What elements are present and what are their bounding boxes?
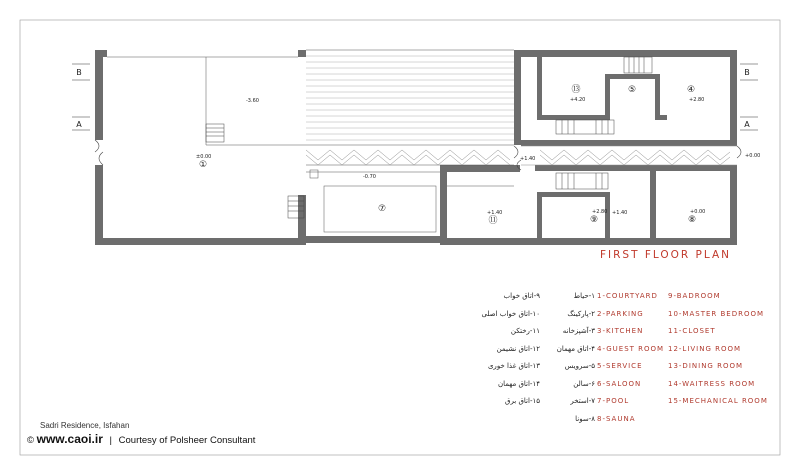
copyright-symbol: © <box>27 435 34 446</box>
legend-item: 3-KITCHEN <box>597 327 644 335</box>
legend-item: 8-SAUNA <box>597 414 636 423</box>
legend-item: ۱۳-اتاق غذا خوری <box>487 362 540 370</box>
site-link[interactable]: www.caoi.ir <box>36 432 103 446</box>
room-marker-pool: ⑦ <box>377 204 387 214</box>
legend-english-column-a <box>597 288 664 428</box>
plan-title: FIRST FLOOR PLAN <box>600 249 731 261</box>
thin-lines <box>107 50 514 232</box>
legend-item: 13-DINING ROOM <box>668 362 743 370</box>
legend-persian-column-a <box>481 288 540 411</box>
room-marker-courtyard: ① <box>198 160 208 170</box>
legend-item: ۱۵-اتاق برق <box>505 397 540 405</box>
section-a-left: A <box>76 120 82 129</box>
level-label: +0.00 <box>745 153 761 159</box>
room-marker-dining: ⑬ <box>571 85 581 95</box>
legend-item: ۱-حیاط <box>573 292 595 300</box>
legend-item: 6-SALOON <box>597 379 642 388</box>
legend-item: 5-SERVICE <box>597 362 643 370</box>
legend-item: 4-GUEST ROOM <box>597 344 665 353</box>
legend-item: 2-PARKING <box>597 309 644 318</box>
legend-item: 7-POOL <box>597 397 630 405</box>
level-label: +1.40 <box>487 210 503 216</box>
ramp-stripes <box>306 56 514 140</box>
room-marker-sauna: ⑧ <box>687 215 697 225</box>
legend-english-column-b <box>668 288 768 411</box>
legend-item: ۸-سونا <box>575 414 595 423</box>
legend-item: 1-COURTYARD <box>597 292 658 300</box>
legend-item: ۱۲-اتاق نشیمن <box>496 344 540 353</box>
legend-item: 11-CLOSET <box>668 327 716 335</box>
section-b-left: B <box>76 68 82 77</box>
room-marker-closet: ⑪ <box>488 216 498 226</box>
legend-item: 9-BADROOM <box>668 292 721 300</box>
legend-item: ۱۴-اتاق مهمان <box>497 379 540 388</box>
level-label: +4.20 <box>570 97 586 103</box>
legend-item: 14-WAITRESS ROOM <box>668 379 756 388</box>
legend-item: ۵-سرویس <box>564 362 595 370</box>
credit-separator: | <box>109 435 112 446</box>
legend-item: ۹-اتاق خواب <box>503 292 540 300</box>
level-label: ±0.00 <box>196 154 212 160</box>
legend-item: ۷-استخر <box>570 397 595 405</box>
legend-item: 12-LIVING ROOM <box>668 344 742 353</box>
project-caption: Sadri Residence, Isfahan <box>40 421 130 430</box>
level-label: +1.40 <box>612 210 628 216</box>
level-label: +1.40 <box>520 156 536 162</box>
level-label: +2.80 <box>689 97 705 103</box>
credit-line <box>27 432 255 446</box>
room-marker-bedroom: ⑨ <box>589 215 599 225</box>
section-b-right: B <box>744 68 750 77</box>
legend-item: 10-MASTER BEDROOM <box>668 309 765 318</box>
room-marker-service: ⑤ <box>627 85 637 95</box>
legend-item: ۱۱-رختکن <box>510 327 540 335</box>
legend-item: ۴-اتاق مهمان <box>556 344 595 353</box>
level-label: -0.70 <box>363 174 376 180</box>
credit-text: Courtesy of Polsheer Consultant <box>118 435 256 446</box>
legend-persian-column-b <box>545 288 595 428</box>
walls <box>95 50 737 245</box>
legend-item: ۱۰-اتاق خواب اصلی <box>481 309 540 318</box>
legend-item: ۶-سالن <box>573 379 595 388</box>
legend-item: ۳-آشپزخانه <box>562 327 595 335</box>
room-marker-guest: ④ <box>686 85 696 95</box>
legend-item: 15-MECHANICAL ROOM <box>668 397 768 405</box>
legend-item: ۲-پارکینگ <box>567 309 595 318</box>
level-label: +0.00 <box>690 209 706 215</box>
section-a-right: A <box>744 120 750 129</box>
level-label: +2.80 <box>592 209 608 215</box>
level-label: -3.60 <box>246 98 259 104</box>
